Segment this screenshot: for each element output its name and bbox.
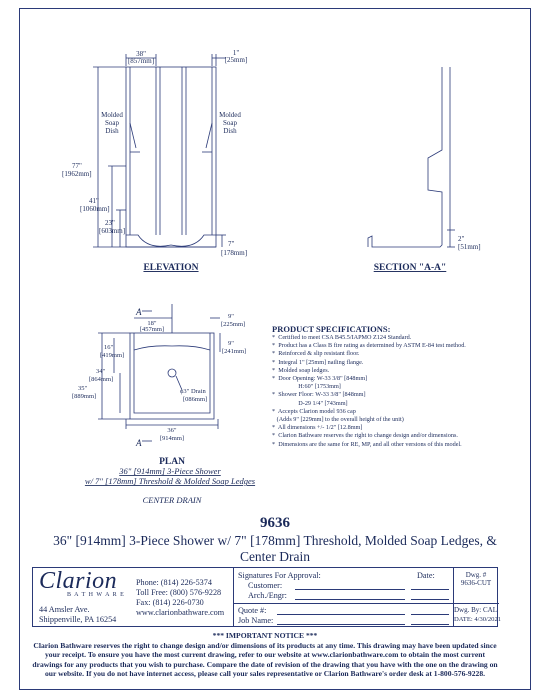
spec-item: * Reinforced & slip resistant floor.	[272, 350, 360, 358]
customer-label: Customer:	[248, 581, 283, 590]
spec-item: H:60" [1753mm]	[272, 383, 341, 391]
plan-dim-36: 36"	[167, 427, 177, 434]
plan-section-mark-bottom: A	[136, 438, 142, 448]
dwg-date: DATE: 4/30/2021	[454, 616, 502, 623]
spec-item: (Adds 9" [229mm] to the overall height of the unit)	[272, 416, 404, 424]
fax: Fax: (814) 226-0730	[136, 598, 204, 607]
plan-dim-34: 34"	[96, 368, 106, 375]
elev-dim-41-mm: [1060mm]	[80, 205, 110, 213]
elev-dim-23-mm: [603mm]	[99, 227, 126, 235]
plan-dim-34-mm: [864mm]	[89, 376, 114, 383]
elev-dim-23: 23"	[105, 219, 115, 227]
plan-caption-2: w/ 7" [178mm] Threshold & Molded Soap Ledges	[84, 476, 256, 486]
spec-item: * Product has a Class B fire rating as determined by ASTM E-84 test method.	[272, 342, 466, 350]
plan-dim-16: 16"	[104, 344, 114, 351]
plan-caption-1: 36" [914mm] 3-Piece Shower	[119, 466, 221, 476]
quote-label: Quote #:	[238, 606, 267, 615]
spec-item: * Molded soap ledges.	[272, 366, 330, 374]
spec-item: * Accepts Clarion model 936 cap	[272, 407, 356, 415]
important-notice	[32, 631, 498, 679]
spec-item: D-29 1/4" [743mm]	[272, 399, 348, 407]
company-logo-area	[33, 568, 133, 626]
elev-dim-7: 7"	[228, 240, 235, 248]
plan-dim-35: 35"	[78, 385, 88, 392]
soap-left-2: Soap	[105, 119, 119, 127]
plan-view	[98, 304, 220, 441]
plan-drain: ϕ3" Drain	[180, 388, 206, 395]
approval-heading: Signatures For Approval:	[238, 571, 321, 580]
model-number: 9636	[260, 515, 290, 531]
plan-dim-9b: 9"	[228, 340, 234, 347]
spec-item: * Dimensions are the same for RE, MP, and all other versions of this model.	[272, 440, 462, 448]
soap-right-1: Molded	[219, 111, 241, 119]
specs-heading: PRODUCT SPECIFICATIONS:	[272, 324, 391, 334]
plan-section-mark-top: A	[136, 307, 142, 317]
elev-dim-flange: 1"	[232, 49, 240, 57]
plan-dim-9: 9"	[228, 313, 234, 320]
spec-item: * Integral 1" [25mm] nailing flange.	[272, 358, 364, 366]
dwg-label: Dwg. #	[465, 571, 487, 579]
plan-dim-16-mm: [419mm]	[100, 352, 125, 359]
logo-clarion: Clarion	[39, 568, 118, 594]
section-view	[368, 67, 455, 247]
title-block	[32, 567, 502, 627]
elev-dim-flange-mm: [25mm]	[224, 56, 248, 64]
dwg-by: Dwg. By: CAL	[454, 606, 497, 614]
specifications	[272, 324, 512, 449]
job-label: Job Name:	[238, 616, 274, 625]
plan-title: PLAN	[159, 457, 185, 467]
phone: Phone: (814) 226-5374	[136, 578, 212, 587]
company-contact	[136, 578, 224, 618]
model-description: 36" [914mm] 3-Piece Shower w/ 7" [178mm] Threshold, Molded Soap Ledges, & Center Drain	[53, 533, 497, 564]
soap-right-3: Dish	[223, 127, 237, 135]
elev-dim-7-mm: [178mm]	[221, 249, 248, 257]
plan-dim-9b-mm: [241mm]	[222, 348, 247, 355]
plan-drain-mm: [086mm]	[183, 396, 208, 403]
section-title: SECTION "A-A"	[373, 263, 447, 273]
specs-list	[272, 334, 512, 449]
spec-item: * Clarion Bathware reserves the right to change design and/or dimensions.	[272, 432, 458, 440]
dwg-number: 9636-CUT	[460, 579, 492, 587]
toll-free: Toll Free: (800) 576-9228	[136, 588, 222, 597]
address-line-2: Shippenville, PA 16254	[39, 615, 117, 624]
customer-date-line[interactable]	[411, 589, 449, 590]
spec-item: * Certified to meet CSA B45.5/IAPMO Z124 Standard.	[272, 334, 412, 341]
website[interactable]: www.clarionbathware.com	[136, 608, 225, 617]
section-dim-2-mm: [51mm]	[458, 243, 481, 251]
elev-dim-height-mm: [1962mm]	[62, 170, 92, 178]
quote-date-line[interactable]	[411, 614, 449, 615]
customer-signature-line[interactable]	[295, 589, 405, 590]
logo-bathware: B A T H W A R E	[67, 592, 125, 598]
elevation-title: ELEVATION	[143, 263, 199, 273]
elev-dim-41: 41"	[89, 197, 99, 205]
arch-label: Arch./Engr:	[248, 591, 287, 600]
elev-dim-width-mm: [857mm]	[127, 57, 155, 65]
spec-item: * Door Opening: W-33 3/8" [848mm]	[272, 375, 368, 383]
section-dim-2: 2"	[458, 235, 465, 243]
plan-dim-9-mm: [225mm]	[221, 321, 246, 328]
soap-left-3: Dish	[105, 127, 119, 135]
plan-dim-36-mm: [914mm]	[159, 435, 185, 442]
date-label: Date:	[417, 571, 435, 580]
plan-dim-35-mm: [889mm]	[72, 393, 97, 400]
arch-signature-line[interactable]	[295, 599, 405, 600]
notice-body: Clarion Bathware reserves the right to change design and/or dimensions of its products at any time. This drawing may have been updated since your receipt. To ensure you have the most current drawing, refer to our website at www.clarionbathware.com to obtain the most current drawings for any products that you wish to purchase. Compare the date of revision of the drawing that you have with the one on the drawing on our website. If you do not have internet access, please call your sales representative or Clarion Bathware's order desk at 1-800-576-9228.	[32, 640, 498, 679]
soap-right-2: Soap	[223, 119, 237, 127]
quote-line[interactable]	[277, 614, 405, 615]
notice-heading: *** IMPORTANT NOTICE ***	[212, 631, 318, 640]
plan-dim-18-mm: [457mm]	[139, 326, 165, 333]
address-line-1: 44 Amsler Ave.	[39, 605, 90, 614]
spec-item: * All dimensions +/- 1/2" [12.8mm]	[272, 424, 363, 432]
spec-item: * Shower Floor: W-33 3/8" [848mm]	[272, 391, 366, 399]
plan-dim-18: 18"	[147, 320, 157, 327]
elev-dim-width: 38"	[136, 50, 146, 58]
soap-left-1: Molded	[101, 111, 123, 119]
job-date-line[interactable]	[411, 624, 449, 625]
plan-sub: CENTER DRAIN	[142, 495, 202, 505]
job-line[interactable]	[277, 624, 405, 625]
elev-dim-height: 77"	[72, 162, 82, 170]
arch-date-line[interactable]	[411, 599, 449, 600]
